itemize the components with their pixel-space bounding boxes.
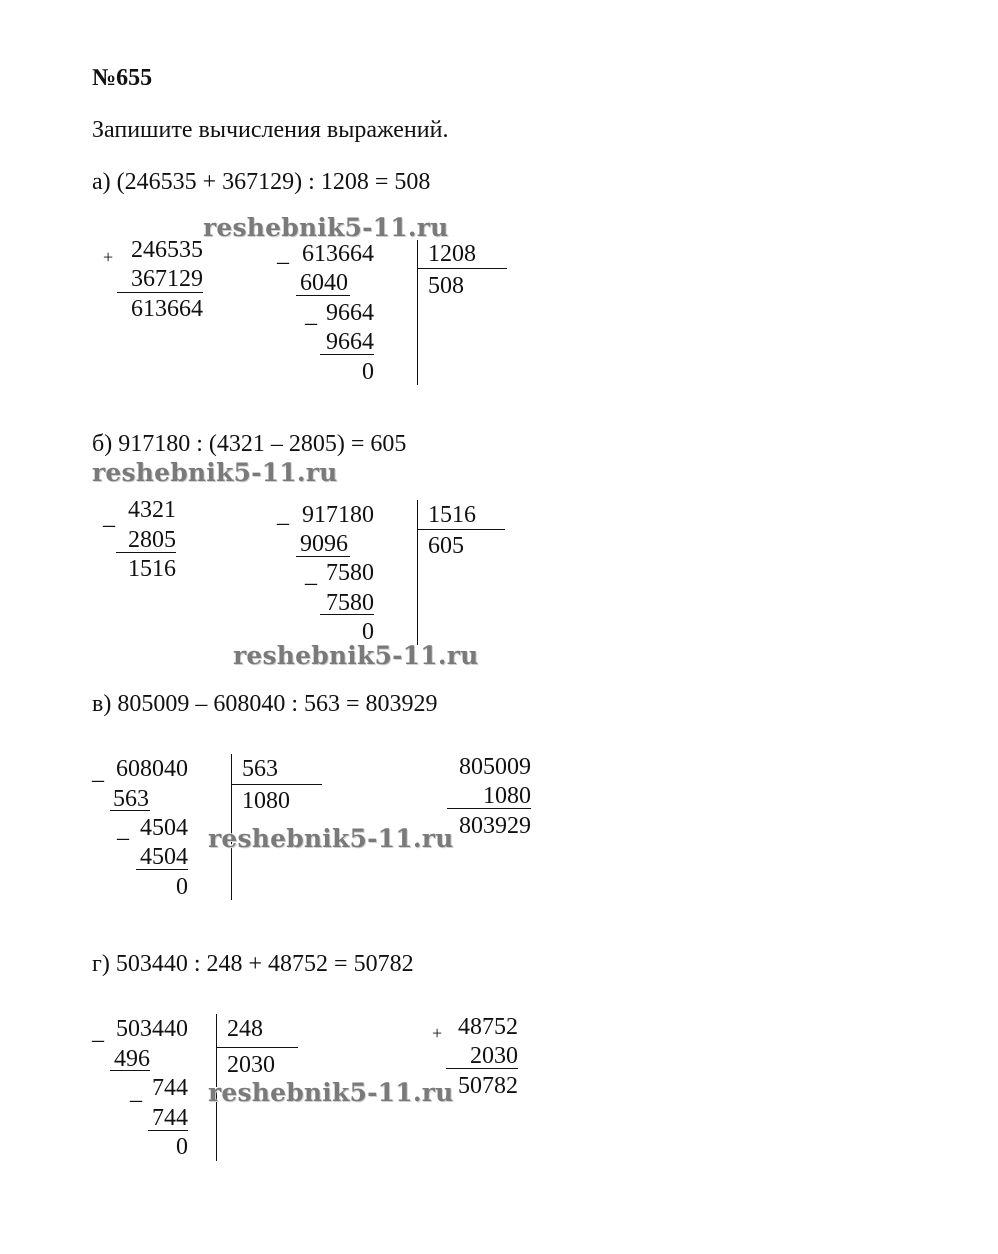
divisor-line: [231, 784, 322, 785]
division-bar: [417, 240, 418, 385]
divisor-line: [417, 268, 507, 269]
minus-sign: _: [305, 562, 317, 588]
difference: 803929: [459, 813, 531, 839]
diff-line: [116, 552, 176, 553]
plus-sign: +: [432, 1023, 443, 1043]
remainder-1: 7580: [326, 560, 374, 586]
addend-2: 2030: [470, 1043, 518, 1069]
watermark: reshebnik5-11.ru: [208, 824, 454, 853]
underline: [296, 556, 350, 557]
watermark: reshebnik5-11.ru: [92, 458, 338, 487]
subtrahend-2: 7580: [326, 590, 374, 616]
divisor-line: [417, 529, 505, 530]
minuend: 805009: [459, 754, 531, 780]
dividend: 917180: [302, 502, 374, 528]
minus-sign: _: [305, 302, 317, 328]
minus-sign: _: [277, 502, 289, 528]
underline: [148, 1130, 188, 1131]
sum: 50782: [458, 1073, 518, 1099]
minus-sign: _: [117, 817, 129, 843]
divisor-line: [216, 1047, 298, 1048]
subtrahend-1: 563: [113, 786, 149, 812]
expression-c: в) 805009 – 608040 : 563 = 803929: [92, 691, 438, 717]
minus-sign: _: [92, 759, 104, 785]
quotient: 2030: [227, 1052, 275, 1078]
addend-1: 246535: [131, 237, 203, 263]
final-remainder: 0: [176, 874, 188, 900]
quotient: 508: [428, 273, 464, 299]
final-remainder: 0: [362, 619, 374, 645]
underline: [110, 810, 150, 811]
underline: [320, 614, 374, 615]
expression-a: а) (246535 + 367129) : 1208 = 508: [92, 169, 431, 195]
minus-sign: _: [103, 504, 115, 530]
subtrahend-2: 744: [152, 1105, 188, 1131]
subtrahend-2: 9664: [326, 329, 374, 355]
divisor: 563: [242, 756, 278, 782]
task-instruction: Запишите вычисления выражений.: [92, 117, 449, 143]
minuend: 4321: [128, 497, 176, 523]
underline: [136, 869, 188, 870]
final-remainder: 0: [176, 1134, 188, 1160]
subtrahend: 1080: [483, 783, 531, 809]
difference: 1516: [128, 556, 176, 582]
watermark: reshebnik5-11.ru: [208, 1078, 454, 1107]
addend-2: 367129: [131, 266, 203, 292]
sum: 613664: [131, 296, 203, 322]
subtrahend-2: 4504: [140, 844, 188, 870]
addend-1: 48752: [458, 1014, 518, 1040]
subtrahend-1: 6040: [300, 270, 348, 296]
divisor: 1208: [428, 241, 476, 267]
remainder-1: 9664: [326, 300, 374, 326]
expression-b: б) 917180 : (4321 – 2805) = 605: [92, 431, 407, 457]
watermark: reshebnik5-11.ru: [233, 641, 479, 670]
remainder-1: 744: [152, 1075, 188, 1101]
quotient: 605: [428, 533, 464, 559]
underline: [110, 1070, 150, 1071]
minus-sign: _: [130, 1079, 142, 1105]
minus-sign: _: [92, 1019, 104, 1045]
remainder-1: 4504: [140, 815, 188, 841]
subtrahend-1: 9096: [300, 531, 348, 557]
plus-sign: +: [103, 247, 114, 267]
quotient: 1080: [242, 788, 290, 814]
final-remainder: 0: [362, 359, 374, 385]
divisor: 1516: [428, 502, 476, 528]
minus-sign: _: [277, 241, 289, 267]
dividend: 503440: [116, 1016, 188, 1042]
dividend: 613664: [302, 241, 374, 267]
watermark: reshebnik5-11.ru: [203, 213, 449, 242]
sum-line: [446, 1068, 518, 1069]
underline: [320, 354, 374, 355]
dividend: 608040: [116, 756, 188, 782]
subtrahend-1: 496: [114, 1046, 150, 1072]
underline: [296, 295, 350, 296]
diff-line: [447, 808, 531, 809]
expression-d: г) 503440 : 248 + 48752 = 50782: [92, 951, 414, 977]
divisor: 248: [227, 1016, 263, 1042]
task-number: №655: [92, 65, 153, 91]
division-bar: [417, 500, 418, 645]
sum-line: [117, 292, 203, 293]
subtrahend: 2805: [128, 527, 176, 553]
